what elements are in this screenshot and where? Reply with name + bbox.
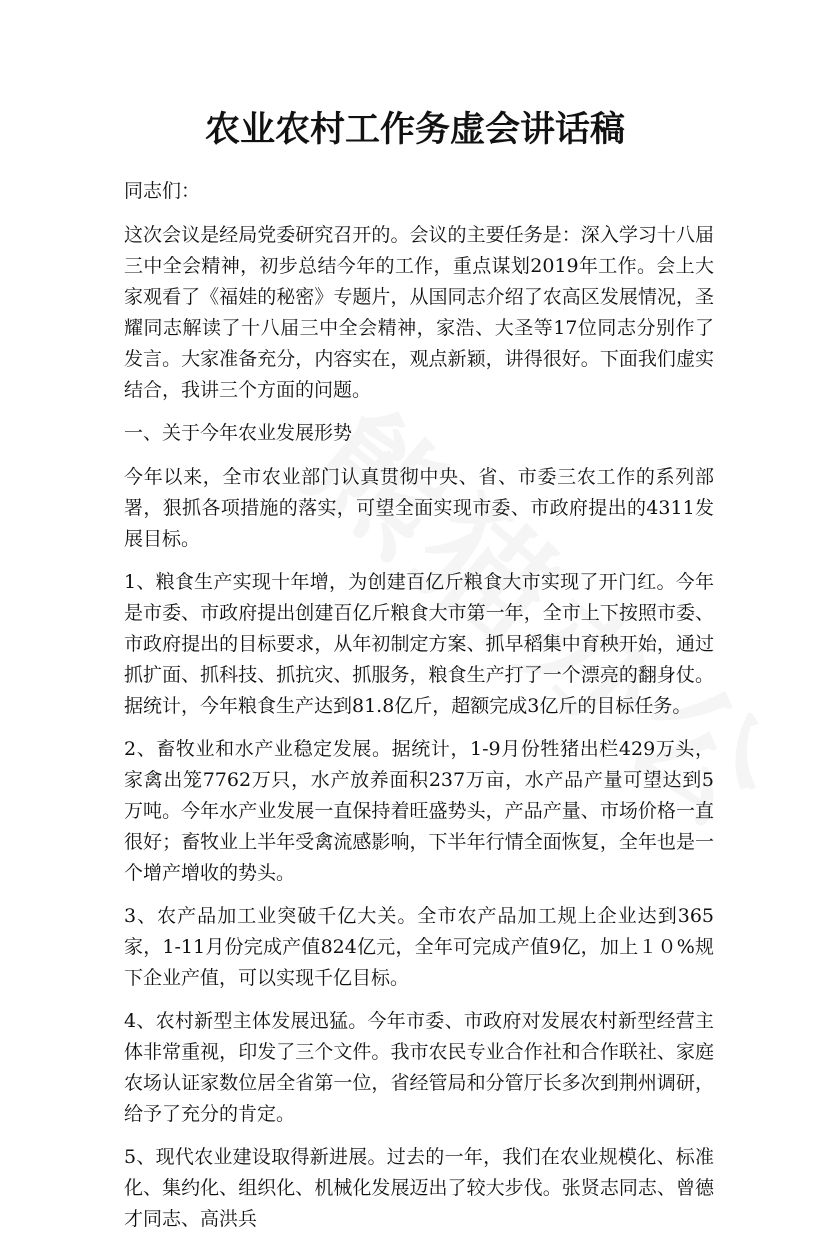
- document-title: 农业农村工作务虚会讲话稿: [204, 109, 625, 150]
- paragraph-item-1: 1、粮食生产实现十年增，为创建百亿斤粮食大市实现了开门红。今年是市委、市政府提出创建百亿斤粮食大市第一年，全市上下按照市委、市政府提出的目标要求，从年初制定方案、抓早稻集中育秧开始，通过抓扩面、抓科技、抓抗灾、抓服务，粮食生产打了一个漂亮的翻身仗。据统计，今年粮食生产达到81.8亿斤，超额完成3亿斤的目标任务。: [124, 571, 714, 717]
- paragraph-item-3: 3、农产品加工业突破千亿大关。全市农产品加工规上企业达到365家，1-11月份完成产值824亿元，全年可完成产值9亿，加上１０%规下企业产值，可以实现千亿目标。: [124, 905, 714, 989]
- section-heading-1: 一、关于今年农业发展形势: [124, 422, 353, 444]
- salutation: 同志们：: [124, 180, 201, 202]
- paragraph-item-5: 5、现代农业建设取得新进展。过去的一年，我们在农业规模化、标准化、集约化、组织化、机械化发展迈出了较大步伐。张贤志同志、曾德才同志、高洪兵: [124, 1146, 714, 1230]
- paragraph-overview: 今年以来，全市农业部门认真贯彻中央、省、市委三农工作的系列部署，狠抓各项措施的落实，可望全面实现市委、市政府提出的4311发展目标。: [124, 466, 714, 550]
- paragraph-intro: 这次会议是经局党委研究召开的。会议的主要任务是：深入学习十八届三中全会精神，初步总结今年的工作，重点谋划2019年工作。会上大家观看了《福娃的秘密》专题片，从国同志介绍了农高区发展情况，圣耀同志解读了十八届三中全会精神，家浩、大圣等17位同志分别作了发言。大家准备充分，内容实在，观点新颖，讲得很好。下面我们虚实结合，我讲三个方面的问题。: [124, 224, 714, 401]
- paragraph-item-4: 4、农村新型主体发展迅猛。今年市委、市政府对发展农村新型经营主体非常重视，印发了三个文件。我市农民专业合作社和合作联社、家庭农场认证家数位居全省第一位，省经管局和分管厅长多次到荆州调研，给予了充分的肯定。: [124, 1010, 714, 1125]
- paragraph-item-2: 2、畜牧业和水产业稳定发展。据统计，1-9月份牲猪出栏429万头，家禽出笼7762万只，水产放养面积237万亩，水产品产量可望达到5万吨。今年水产业发展一直保持着旺盛势头，产品产量、市场价格一直很好；畜牧业上半年受禽流感影响，下半年行情全面恢复，全年也是一个增产增收的势头。: [124, 738, 714, 884]
- document-body: [124, 176, 714, 1247]
